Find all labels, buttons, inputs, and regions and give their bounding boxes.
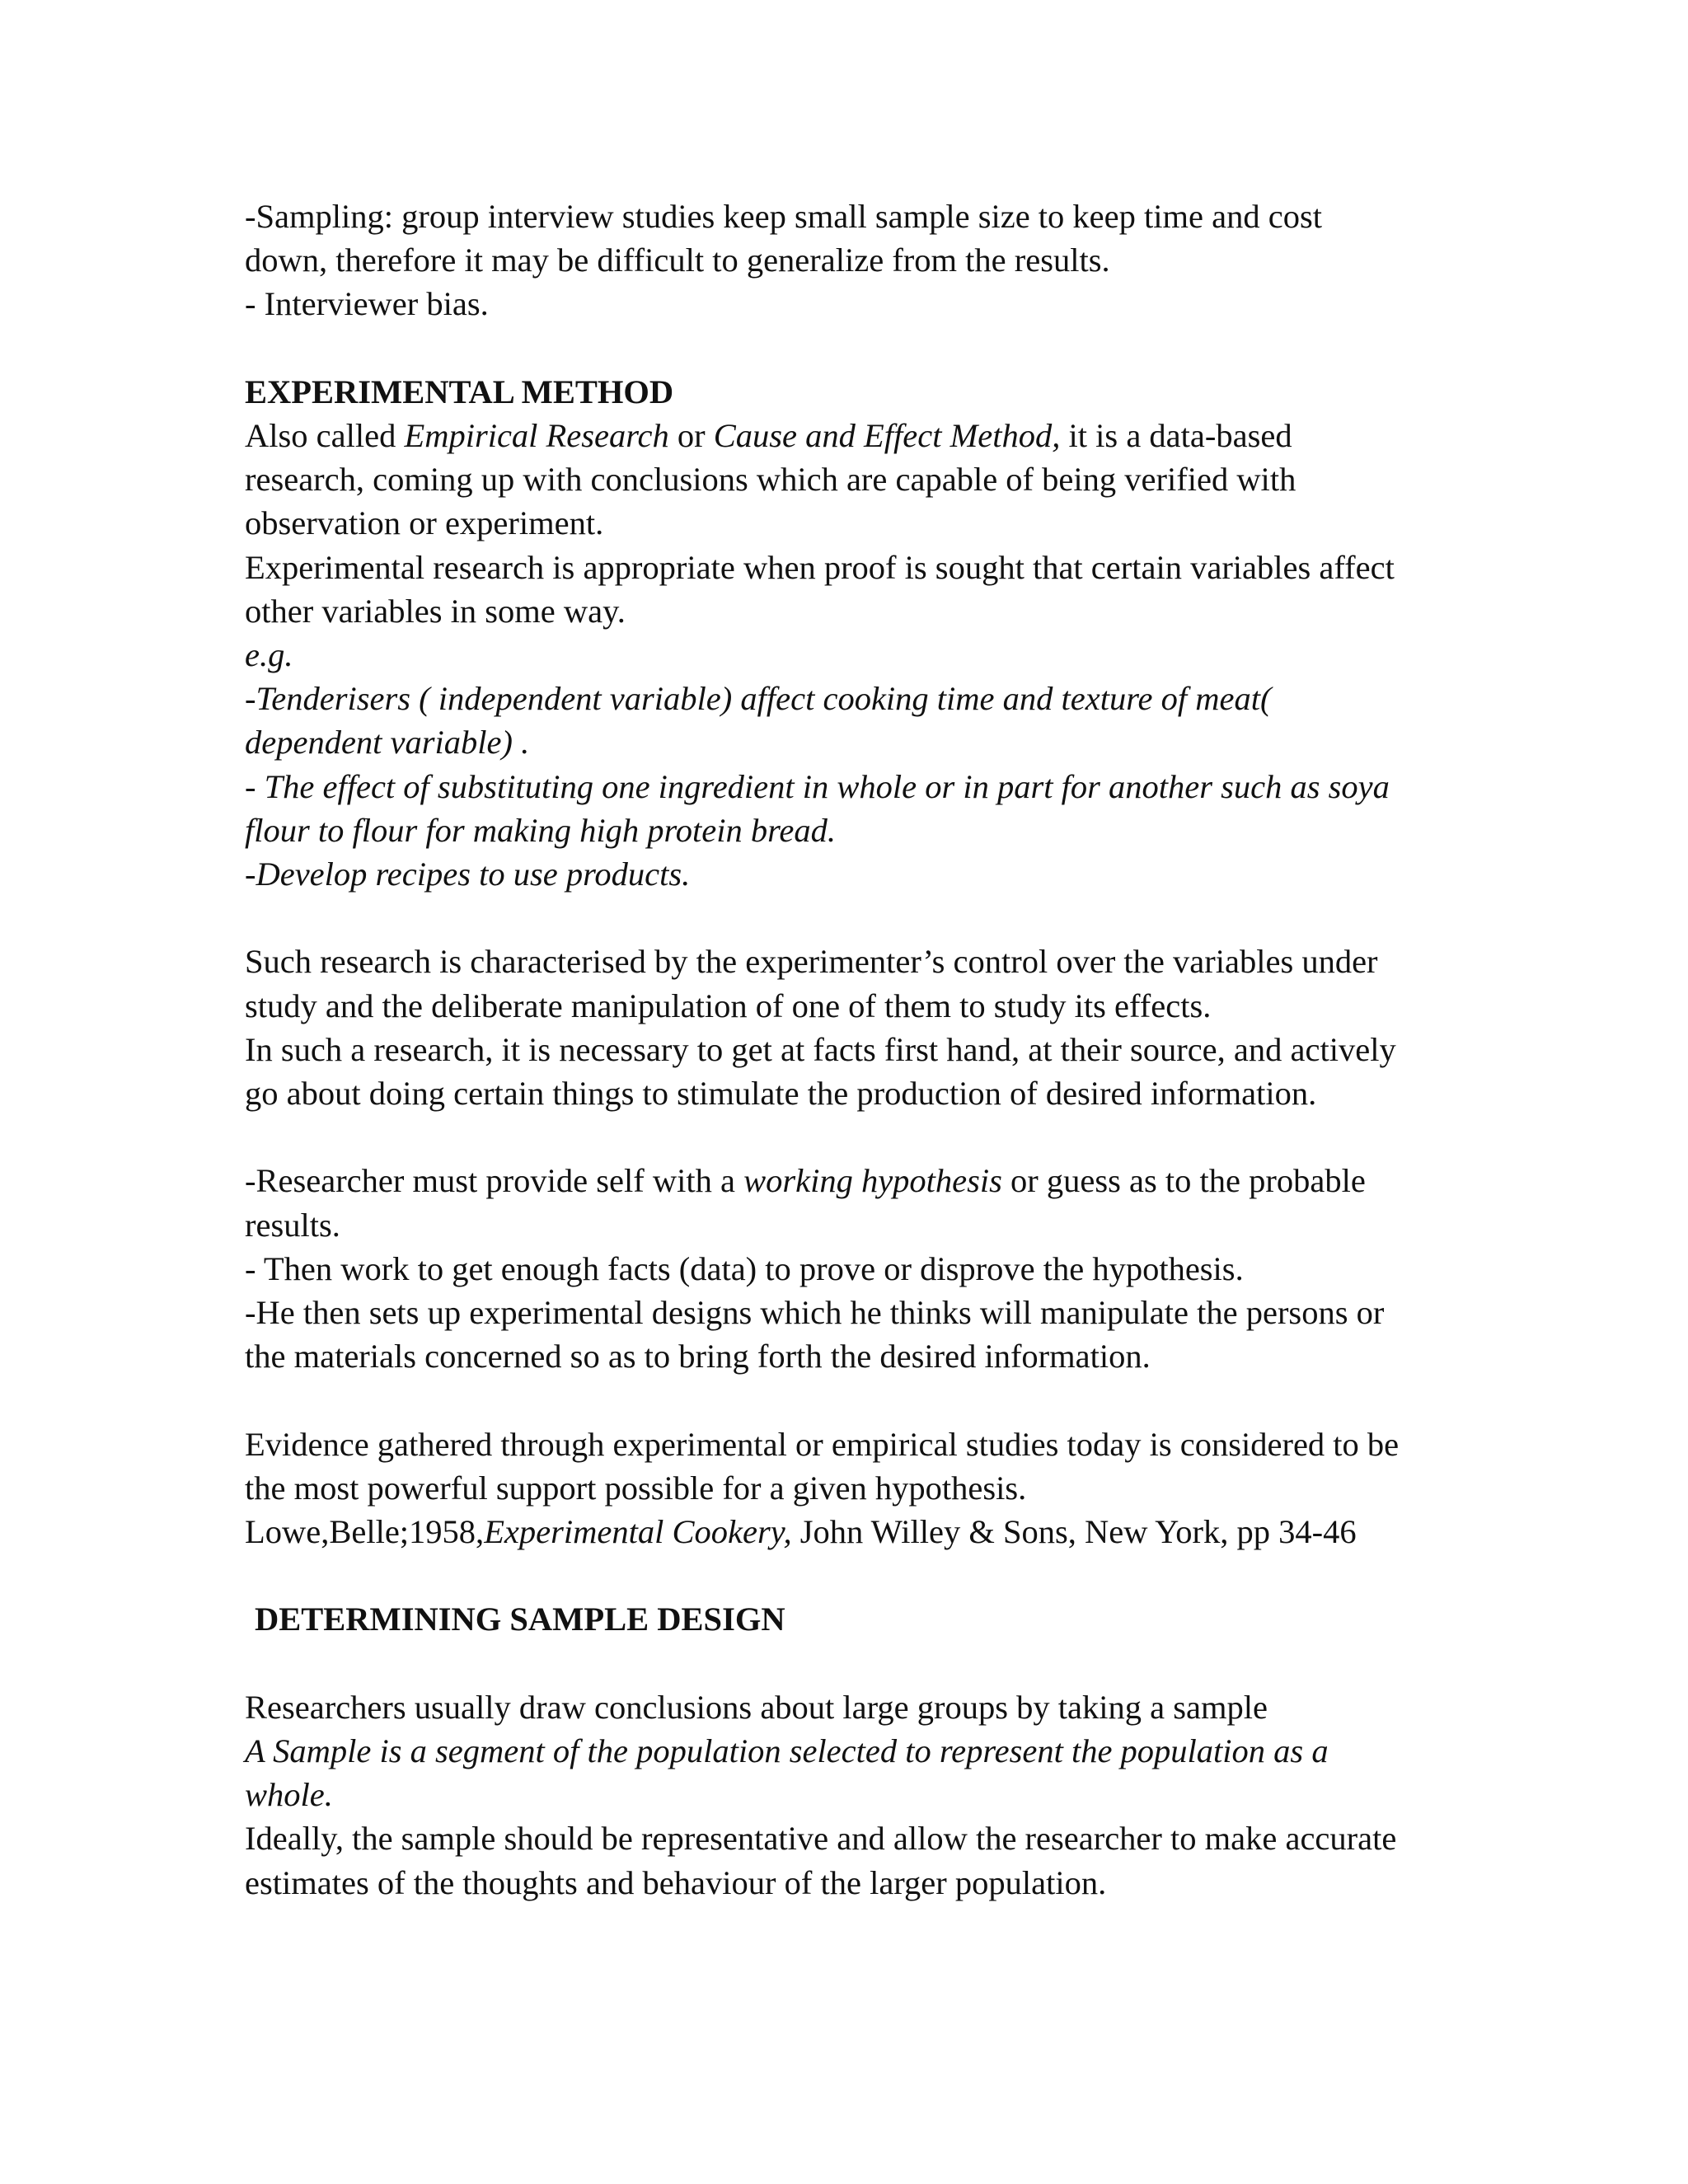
intro-text: Also called xyxy=(245,417,405,454)
hypothesis-line-2: results. xyxy=(245,1206,340,1244)
appropriate-line-1: Experimental research is appropriate when proof is sought that certain variables affect xyxy=(245,548,1395,586)
data-line: - Then work to get enough facts (data) to prove or disprove the hypothesis. xyxy=(245,1249,1244,1287)
document-page xyxy=(245,194,1580,1905)
ideal-sample-line-2: estimates of the thoughts and behaviour of the larger population. xyxy=(245,1863,1107,1901)
hypothesis-line-1 xyxy=(245,1159,1580,1202)
reference-title: Experimental Cookery, xyxy=(484,1513,792,1551)
control-line-1: Such research is characterised by the experimenter’s control over the variables under xyxy=(245,943,1378,981)
example-1-line-2: dependent variable) . xyxy=(245,724,530,762)
experimental-intro-line-3: observation or experiment. xyxy=(245,504,604,542)
experimental-intro-line-2: research, coming up with conclusions which are capable of being verified with xyxy=(245,461,1296,499)
intro-term-empirical: Empirical Research xyxy=(404,417,669,454)
facts-line-1: In such a research, it is necessary to get at facts first hand, at their source, and actively xyxy=(245,1030,1396,1068)
evidence-line-1: Evidence gathered through experimental or empirical studies today is considered to be xyxy=(245,1425,1400,1463)
example-label: e.g. xyxy=(245,636,293,674)
intro-text: or xyxy=(668,417,714,454)
spacer xyxy=(245,1378,1580,1422)
hypothesis-term: working hypothesis xyxy=(743,1162,1002,1200)
example-2-line-1: - The effect of substituting one ingredient in whole or in part for another such as soya xyxy=(245,767,1390,805)
example-3-line: -Develop recipes to use products. xyxy=(245,855,691,893)
design-line-2: the materials concerned so as to bring forth the desired information. xyxy=(245,1338,1151,1376)
sampling-limitation-line-2: down, therefore it may be difficult to generalize from the results. xyxy=(245,241,1110,279)
spacer xyxy=(245,1642,1580,1685)
sampling-limitation-line-1: -Sampling: group interview studies keep small sample size to keep time and cost xyxy=(245,198,1322,235)
example-1-line-1: -Tenderisers ( independent variable) affect cooking time and texture of meat( xyxy=(245,680,1272,718)
design-line-1: -He then sets up experimental designs which he thinks will manipulate the persons or xyxy=(245,1294,1385,1332)
reference-publisher: John Willey & Sons, New York, pp 34-46 xyxy=(791,1513,1357,1551)
sample-intro-line: Researchers usually draw conclusions about large groups by taking a sample xyxy=(245,1688,1268,1726)
experimental-intro-line-1 xyxy=(245,414,1580,457)
spacer xyxy=(245,326,1580,370)
interviewer-bias-line: - Interviewer bias. xyxy=(245,285,489,323)
evidence-line-2: the most powerful support possible for a given hypothesis. xyxy=(245,1469,1027,1507)
facts-line-2: go about doing certain things to stimulate the production of desired information. xyxy=(245,1075,1317,1113)
appropriate-line-2: other variables in some way. xyxy=(245,592,626,630)
sample-design-heading: DETERMINING SAMPLE DESIGN xyxy=(255,1601,785,1638)
sample-definition-line-1: A Sample is a segment of the population selected to represent the population as a xyxy=(245,1732,1329,1770)
hypothesis-text: or guess as to the probable xyxy=(1001,1162,1366,1200)
example-2-line-2: flour to flour for making high protein bread. xyxy=(245,811,836,849)
hypothesis-text: -Researcher must provide self with a xyxy=(245,1162,744,1200)
spacer xyxy=(245,1554,1580,1597)
experimental-method-heading: EXPERIMENTAL METHOD xyxy=(245,373,674,410)
intro-text: it is a data-based xyxy=(1060,417,1292,454)
reference-line xyxy=(245,1510,1580,1554)
sample-definition-line-2: whole. xyxy=(245,1776,333,1814)
control-line-2: study and the deliberate manipulation of one of them to study its effects. xyxy=(245,987,1212,1024)
spacer xyxy=(245,896,1580,940)
intro-term-cause-effect: Cause and Effect Method, xyxy=(713,417,1061,454)
reference-author: Lowe,Belle;1958, xyxy=(245,1513,485,1551)
spacer xyxy=(245,1115,1580,1159)
ideal-sample-line-1: Ideally, the sample should be representative and allow the researcher to make accurate xyxy=(245,1820,1397,1858)
